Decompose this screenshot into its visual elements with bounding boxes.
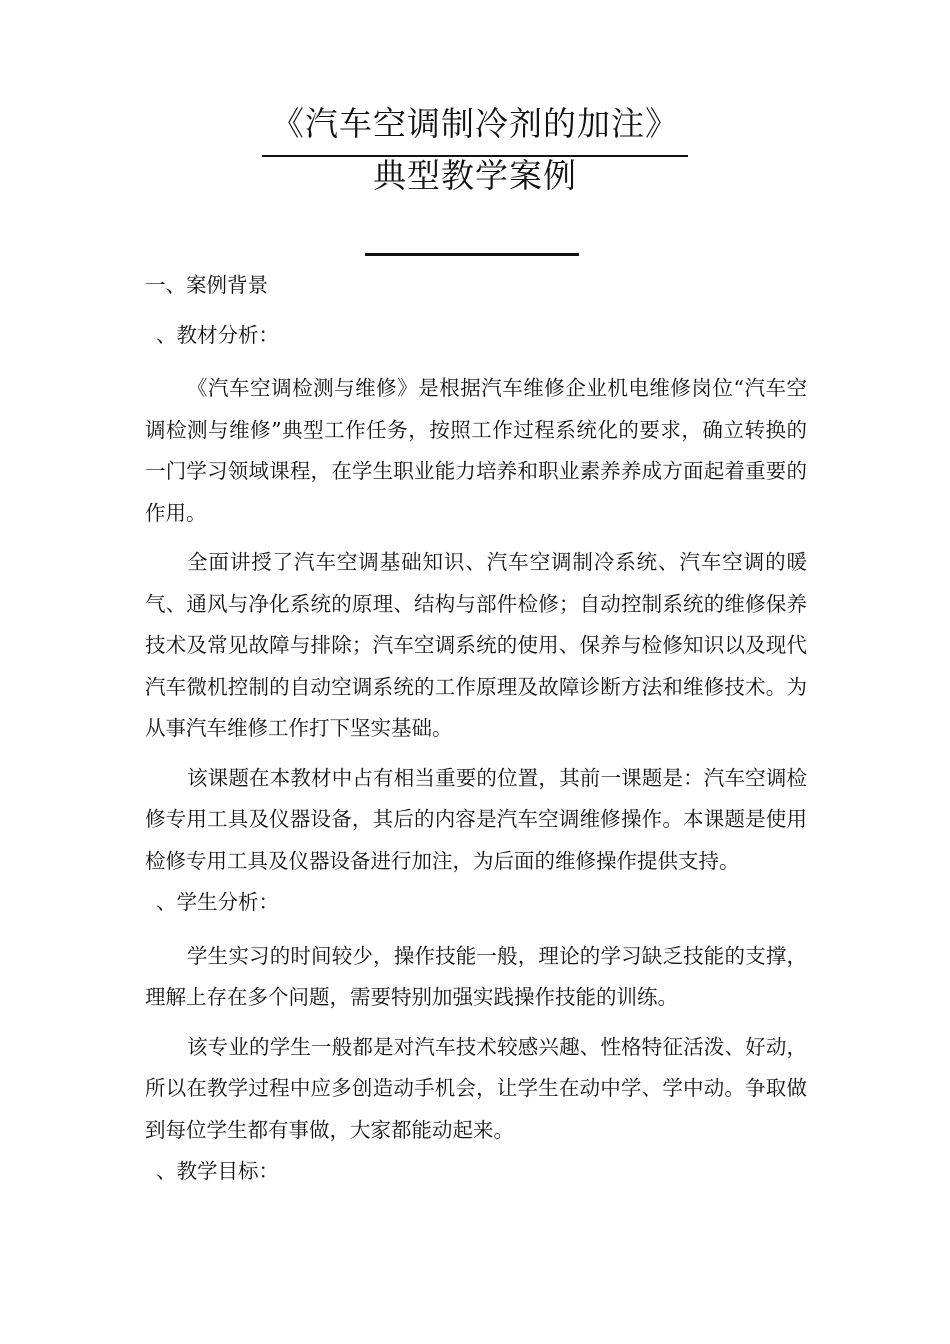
- section-heading-student-analysis: 、学生分析：: [156, 890, 279, 914]
- paragraph: 学生实习的时间较少，操作技能一般，理论的学习缺乏技能的支撑，理解上存在多个问题，需要特别加强实践操作技能的训练。: [145, 943, 807, 1009]
- section-heading-textbook-analysis: 、教材分析：: [156, 322, 279, 347]
- section-heading-background: 一、案例背景: [145, 273, 268, 297]
- section-heading-teaching-objectives: 、教学目标：: [156, 1159, 279, 1183]
- paragraph: 该专业的学生一般都是对汽车技术较感兴趣、性格特征活泼、好动，所以在教学过程中应多创造动手机会，让学生在动中学、学中动。争取做到每位学生都有事做，大家都能动起来。: [145, 1034, 807, 1142]
- paragraph: 《汽车空调检测与维修》是根据汽车维修企业机电维修岗位“汽车空调检测与维修”典型工作任务，按照工作过程系统化的要求，确立转换的一门学习领域课程，在学生职业能力培养和职业素养养成方面起着重要的作用。: [145, 376, 807, 525]
- document-title: 《汽车空调制冷剂的加注》: [271, 104, 679, 143]
- document-subtitle: 典型教学案例: [373, 156, 577, 195]
- paragraph: 全面讲授了汽车空调基础知识、汽车空调制冷系统、汽车空调的暖气、通风与净化系统的原理、结构与部件检修；自动控制系统的维修保养技术及常见故障与排除；汽车空调系统的使用、保养与检修知识以及现代汽车微机控制的自动空调系统的工作原理及故障诊断方法和维修技术。为从事汽车维修工作打下坚实基础。: [145, 550, 807, 740]
- subtitle-underline: [365, 253, 579, 256]
- paragraph: 该课题在本教材中占有相当重要的位置，其前一课题是：汽车空调检修专用工具及仪器设备，其后的内容是汽车空调维修操作。本课题是使用检修专用工具及仪器设备进行加注，为后面的维修操作提供支持。: [145, 765, 807, 873]
- document-body: [145, 265, 807, 1193]
